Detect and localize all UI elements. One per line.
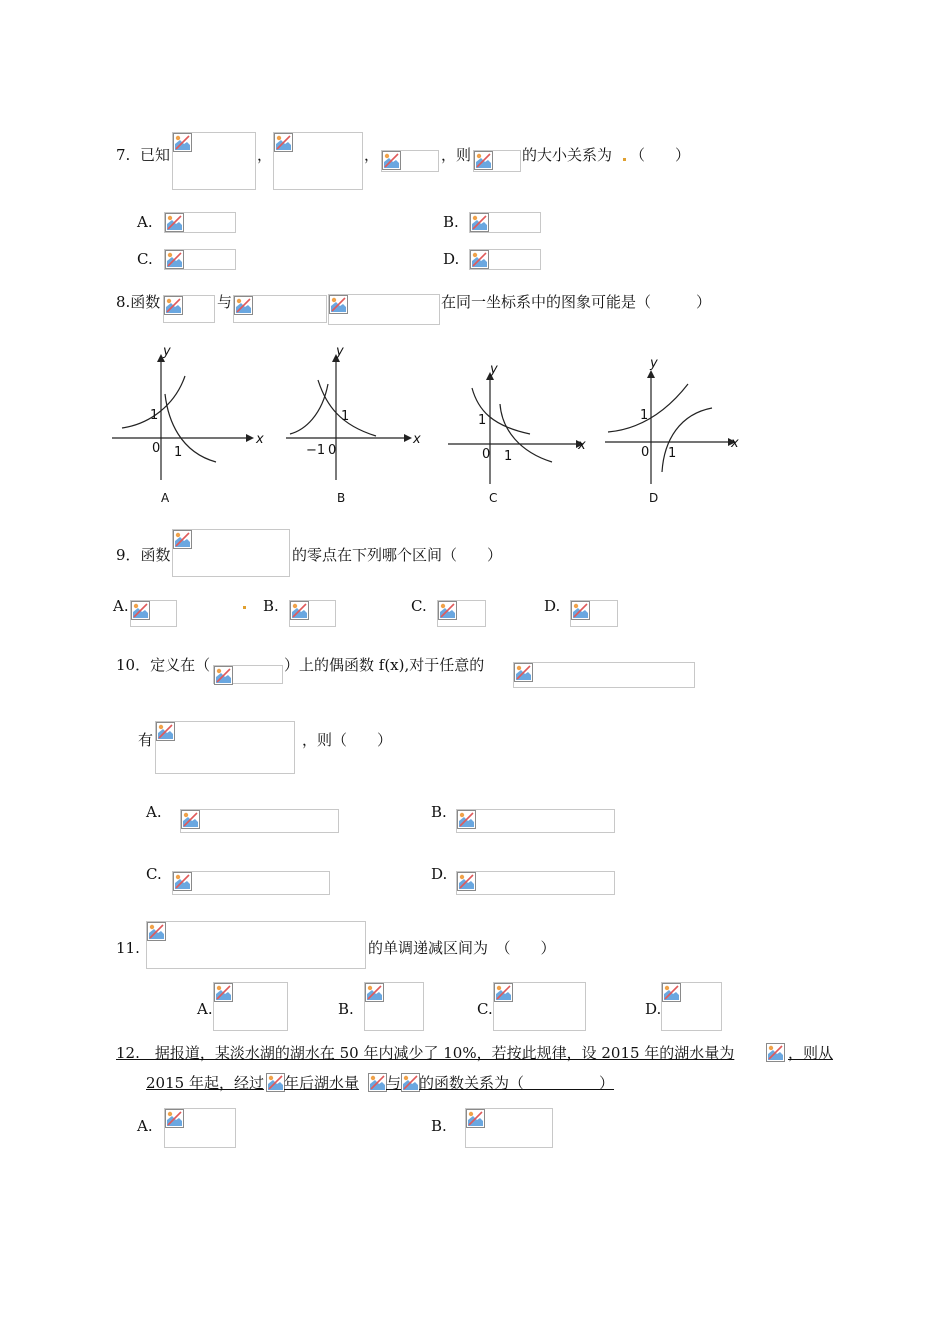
broken-image-icon (131, 601, 150, 620)
graph-b-x-label: x (413, 432, 421, 447)
q9-option-a-label: A. (113, 597, 129, 615)
q7-lead-text: 已知 (140, 146, 171, 164)
broken-image-icon (438, 601, 457, 620)
q11-number: 11. (116, 939, 140, 957)
q10-lead-text: 10．定义在（ (116, 656, 211, 674)
q9-option-c-image (437, 600, 486, 627)
broken-image-icon (457, 810, 476, 829)
q12-option-b-image (465, 1108, 553, 1148)
graph-a-axes (112, 354, 254, 480)
graph-a-tick-y: 1 (150, 408, 159, 423)
q10-option-c-image (172, 871, 330, 895)
q12-option-a-label: A. (137, 1117, 153, 1135)
graph-d-tick-x: 1 (668, 446, 677, 461)
q7-number: 7. (116, 146, 131, 164)
broken-image-icon (514, 663, 533, 682)
q12-line2-end: 的函数关系为（ ） (419, 1074, 615, 1092)
broken-image-icon (368, 1073, 387, 1092)
graph-b-y-label: y (336, 344, 344, 359)
q12-line2-text: 2015 年起，经过 (146, 1074, 264, 1092)
q11-option-b-image (364, 982, 424, 1031)
q10-option-b-image (456, 809, 615, 833)
graph-a-tick-x: 1 (174, 445, 183, 460)
graph-d-tick-y: 1 (640, 408, 649, 423)
q9-option-b-label: B. (263, 597, 279, 615)
broken-image-icon (173, 872, 192, 891)
q7-option-a-label: A. (137, 213, 153, 231)
q10-option-a-image (180, 809, 339, 833)
broken-image-icon (401, 1073, 420, 1092)
q7-paren: （ ） (630, 146, 691, 164)
q12-inline-image-2 (266, 1073, 284, 1091)
q9-formula-image (172, 529, 290, 577)
q9-option-c-label: C. (411, 597, 427, 615)
q11-option-a-image (213, 982, 288, 1031)
q9-option-d-label: D. (544, 597, 561, 615)
q10-inequality-image (155, 721, 295, 774)
q12-line1-text: 12. 据报道，某淡水湖的湖水在 50 年内减少了 10%，若按此规律，设 2015 年的湖水量为 (116, 1044, 735, 1062)
broken-image-icon (165, 1109, 184, 1128)
q12-inline-image-1 (766, 1043, 786, 1062)
graph-c-origin: 0 (482, 447, 491, 462)
q7-option-d-label: D. (443, 250, 460, 268)
graph-a-curve-log (165, 394, 216, 462)
q11-option-d-label: D. (645, 1000, 662, 1018)
q7-question-text: 的大小关系为 (522, 146, 613, 164)
q11-option-d-image (661, 982, 722, 1031)
q9-question-text: 的零点在下列哪个区间（ ） (292, 546, 503, 564)
graph-d-axes (605, 370, 736, 484)
q10-option-a-label: A. (146, 803, 162, 821)
broken-image-icon (494, 983, 513, 1002)
q8-question-text: 在同一坐标系中的图象可能是（ ） (441, 293, 712, 311)
broken-image-icon (266, 1073, 285, 1092)
graph-b-origin: 0 (328, 443, 337, 458)
q12-option-b-label: B. (431, 1117, 447, 1135)
q12-inline-image-3 (368, 1073, 386, 1091)
q10-option-b-label: B. (431, 803, 447, 821)
q12-line2-and: 与 (386, 1074, 402, 1092)
graph-a-caption: A (161, 491, 170, 505)
q9-option-d-image (570, 600, 618, 627)
q12-option-a-image (164, 1108, 236, 1148)
q11-option-a-label: A. (197, 1000, 213, 1018)
q11-option-c-image (493, 982, 586, 1031)
graph-c-tick-y: 1 (478, 413, 487, 428)
q12-line1-end: ，则从 (788, 1044, 834, 1062)
q7-option-b-label: B. (443, 213, 459, 231)
graph-d-x-label: x (731, 436, 739, 451)
q9-option-a-image (130, 600, 177, 627)
broken-image-icon (662, 983, 681, 1002)
q7-option-c-label: C. (137, 250, 153, 268)
graph-d-curve-log (662, 408, 712, 472)
q10-condition-image (513, 662, 695, 688)
q10-option-c-label: C. (146, 865, 162, 883)
broken-image-icon (766, 1043, 785, 1062)
broken-image-icon (147, 922, 166, 941)
q8-lead-text: 8.函数 (116, 293, 161, 311)
q9-lead-text: 9．函数 (116, 546, 171, 564)
q11-option-c-label: C. (477, 1000, 493, 1018)
q10-have-text: 有 (138, 731, 154, 749)
graph-b-tick-y: 1 (341, 409, 350, 424)
mark-dot (243, 606, 246, 609)
q10-question-text: ）上的偶函数 f(x),对于任意的 (284, 656, 485, 674)
broken-image-icon (214, 666, 233, 685)
graph-c-caption: C (489, 491, 498, 505)
graph-c-tick-x: 1 (504, 449, 513, 464)
q10-domain-image (213, 665, 283, 684)
q7-then-text: ，则 (441, 146, 472, 164)
q9-option-b-image (289, 600, 336, 627)
q11-question-text: 的单调递减区间为 （ ） (368, 939, 556, 957)
q11-formula-image (146, 921, 366, 969)
broken-image-icon (214, 983, 233, 1002)
graph-d-y-label: y (650, 356, 658, 371)
broken-image-icon (365, 983, 384, 1002)
q10-option-d-label: D. (431, 865, 448, 883)
graph-a-x-label: x (256, 432, 264, 447)
graph-b-tick-x: −1 (306, 443, 326, 458)
q7-separator: ， (364, 146, 380, 164)
q11-option-b-label: B. (338, 1000, 354, 1018)
broken-image-icon (173, 530, 192, 549)
graph-a-y-label: y (163, 344, 171, 359)
graph-a-origin: 0 (152, 441, 161, 456)
graph-c-axes (448, 372, 584, 484)
q10-then-text: ，则（ ） (302, 731, 393, 749)
broken-image-icon (181, 810, 200, 829)
q12-line2-text-b: 年后湖水量 (284, 1074, 360, 1092)
q12-inline-image-4 (401, 1073, 419, 1091)
broken-image-icon (466, 1109, 485, 1128)
broken-image-icon (290, 601, 309, 620)
q8-and-text: 与 (217, 293, 233, 311)
broken-image-icon (156, 722, 175, 741)
graph-b-caption: B (337, 491, 346, 505)
graph-d-caption: D (649, 491, 659, 505)
graph-d-origin: 0 (641, 445, 650, 460)
graph-c-x-label: x (578, 438, 586, 453)
q10-option-d-image (456, 871, 615, 895)
q7-separator: ， (257, 146, 273, 164)
broken-image-icon (457, 872, 476, 891)
graph-c-y-label: y (490, 362, 498, 377)
q8-graphs (0, 0, 950, 520)
broken-image-icon (571, 601, 590, 620)
